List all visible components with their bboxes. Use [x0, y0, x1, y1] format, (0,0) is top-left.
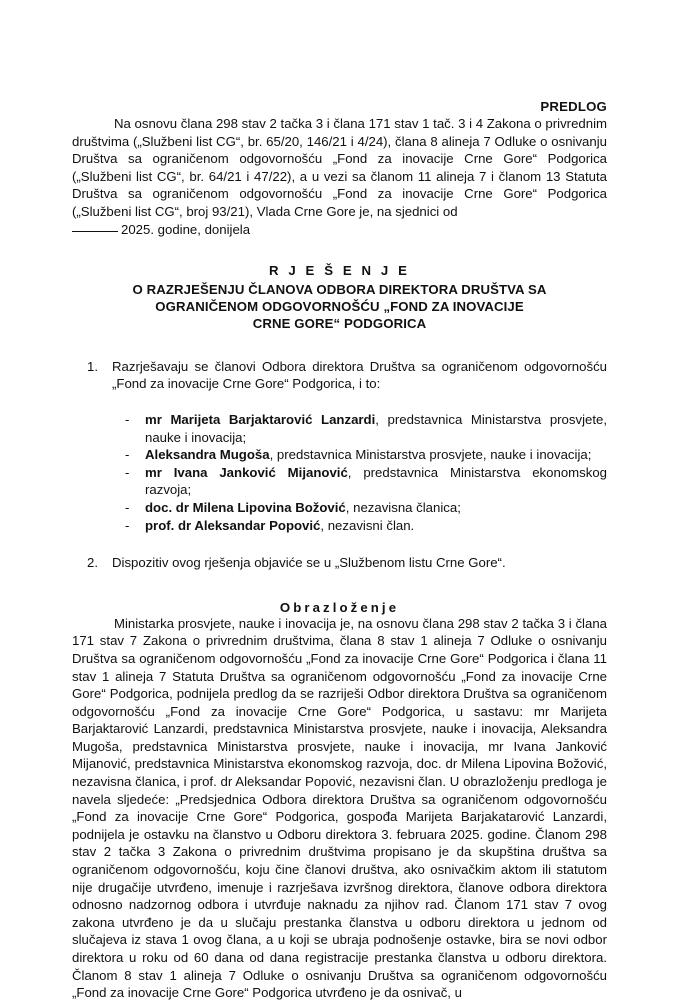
dash-marker: - — [125, 499, 130, 515]
title-line-1: R J E Š E N J E — [268, 263, 411, 279]
list-item-number: 1. — [87, 358, 98, 374]
member-role: , nezavisna članica; — [345, 499, 461, 515]
title-line-2: O RAZRJEŠENJU ČLANOVA ODBORA DIREKTORA DRUŠTVA SA — [132, 281, 547, 297]
list-item — [72, 554, 607, 572]
member-name: mr Ivana Janković Mijanović — [145, 464, 348, 480]
explanation-heading: Obrazloženje — [279, 599, 400, 615]
date-blank-rule — [72, 231, 118, 232]
title-line-4: CRNE GORE“ PODGORICA — [252, 316, 427, 332]
document-content — [72, 0, 607, 1002]
member-role: , nezavisni član. — [320, 517, 415, 533]
resolution-items-continued — [72, 554, 607, 572]
resolution-items — [72, 358, 607, 393]
explanation-paragraph: Ministarka prosvjete, nauke i inovacija je, na osnovu člana 298 stav 2 tačka 3 i člana 171 stav 7 Zakona o privrednim društvima, člana 8 stav 1 alineja 7 Odluke o osnivanju Društva sa ograničenom odgovornošću „Fond za inovacije Crne Gore“ Podgorica i člana 11 stav 1 alineja 7 Statuta Društva sa ograničenom odgovornošću „Fond za inovacije Crne Gore“ Podgorica, podnijela predlog da se razriješi Odbor direktora Društva sa ograničenom odgovornošću „Fond za inovacije Crne Gore“ Podgorica, u sastavu: mr Marijeta Barjaktarović Lanzardi, predstavnica Ministarstva prosvjete, nauke i inovacija, Aleksandra Mugoša, predstavnica Ministarstva prosvjete, nauke i inovacija, mr Ivana Janković Mijanović, predstavnica Ministarstva ekonomskog razvoja, doc. dr Milena Lipovina Božović, nezavisna članica, i prof. dr Aleksandar Popović, nezavisni član. U obrazloženju predloga je navela sljedeće: „Predsjednica Odbora direktora Društva sa ograničenom odgovornošću „Fond za inovacije Crne Gore“ Podgorica, gospođa Marijeta Barjakatarović Lanzardi, podnijela je ostavku na članstvo u Odboru direktora 3. februara 2025. godine. Članom 298 stav 2 tačka 3 Zakona o privrednim društvima propisano je da skupština društva sa ograničenom odgovornošću, koju čine članovi društva, ako osnivačkim aktom ili statutom nije drugačije utvrđeno, imenuje i razrješava izvršnog direktora, članove odbora direktora odnosno nadzornog odbora i utvrđuje naknadu za njihov rad. Članom 171 stav 7 ovog zakona utvrđeno je da u slučaju prestanka članstva u odboru direktora u jednom od slučajeva iz stava 1 ovog člana, a u koji se ubraja podnošenje ostavke, bira se novi odbor direktora u roku od 60 dana od dana registracije prestanka članstva u odboru direktora. Članom 8 stav 1 alineja 7 Odluke o osnivanju Društva sa ograničenom odgovornošću „Fond za inovacije Crne Gore“ Podgorica utvrđeno je da osnivač, u — [72, 615, 607, 1001]
member-role: , predstavnica Ministarstva prosvjete, nauke i inovacija; — [269, 447, 592, 463]
dash-marker: - — [125, 447, 130, 463]
list-item-text: Razrješavaju se članovi Odbora direktora Društva sa ograničenom odgovornošću „Fond za inovacije Crne Gore“ Podgorica, i to: — [112, 358, 607, 392]
dash-marker: - — [125, 411, 130, 427]
date-line — [72, 221, 607, 239]
dash-marker: - — [125, 464, 130, 480]
members-list — [72, 411, 607, 534]
list-item — [72, 411, 607, 446]
list-item — [72, 446, 607, 464]
resolution-title — [72, 262, 607, 333]
document-header-label: PREDLOG — [540, 99, 607, 114]
dash-marker: - — [125, 517, 130, 533]
list-item — [72, 358, 607, 393]
title-line-3: OGRANIČENOM ODGOVORNOŠĆU „FOND ZA INOVACIJE — [155, 298, 524, 314]
member-role: , predstavnica Ministarstva prosvjete, nauke i inovacija; — [145, 411, 607, 445]
list-item — [72, 464, 607, 499]
list-item — [72, 517, 607, 535]
member-role: , predstavnica Ministarstva ekonomskog razvoja; — [145, 464, 607, 498]
intro-paragraph: Na osnovu člana 298 stav 2 tačka 3 i člana 171 stav 1 tač. 3 i 4 Zakona o privrednim društvima („Službeni list CG“, br. 65/20, 146/21 i 4/24), člana 8 alineja 7 Odluke o osnivanju Društva sa ograničenom odgovornošću „Fond za inovacije Crne Gore“ Podgorica („Službeni list CG“, br. 64/21 i 47/22), a u vezi sa članom 11 alineja 7 i članom 13 Statuta Društva sa ograničenom odgovornošću „Fond za inovacije Crne Gore“ Podgorica („Službeni list CG“, broj 93/21), Vlada Crne Gore je, na sjednici od — [72, 116, 607, 219]
list-item-text: Dispozitiv ovog rješenja objaviće se u „Službenom listu Crne Gore“. — [112, 555, 506, 571]
member-name: Aleksandra Mugoša — [145, 447, 270, 463]
member-name: prof. dr Aleksandar Popović — [145, 517, 321, 533]
member-name: mr Marijeta Barjaktarović Lanzardi — [145, 411, 376, 427]
date-line-text: 2025. godine, donijela — [121, 221, 251, 237]
list-item — [72, 499, 607, 517]
member-name: doc. dr Milena Lipovina Božović — [145, 499, 346, 515]
list-item-number: 2. — [87, 555, 98, 571]
